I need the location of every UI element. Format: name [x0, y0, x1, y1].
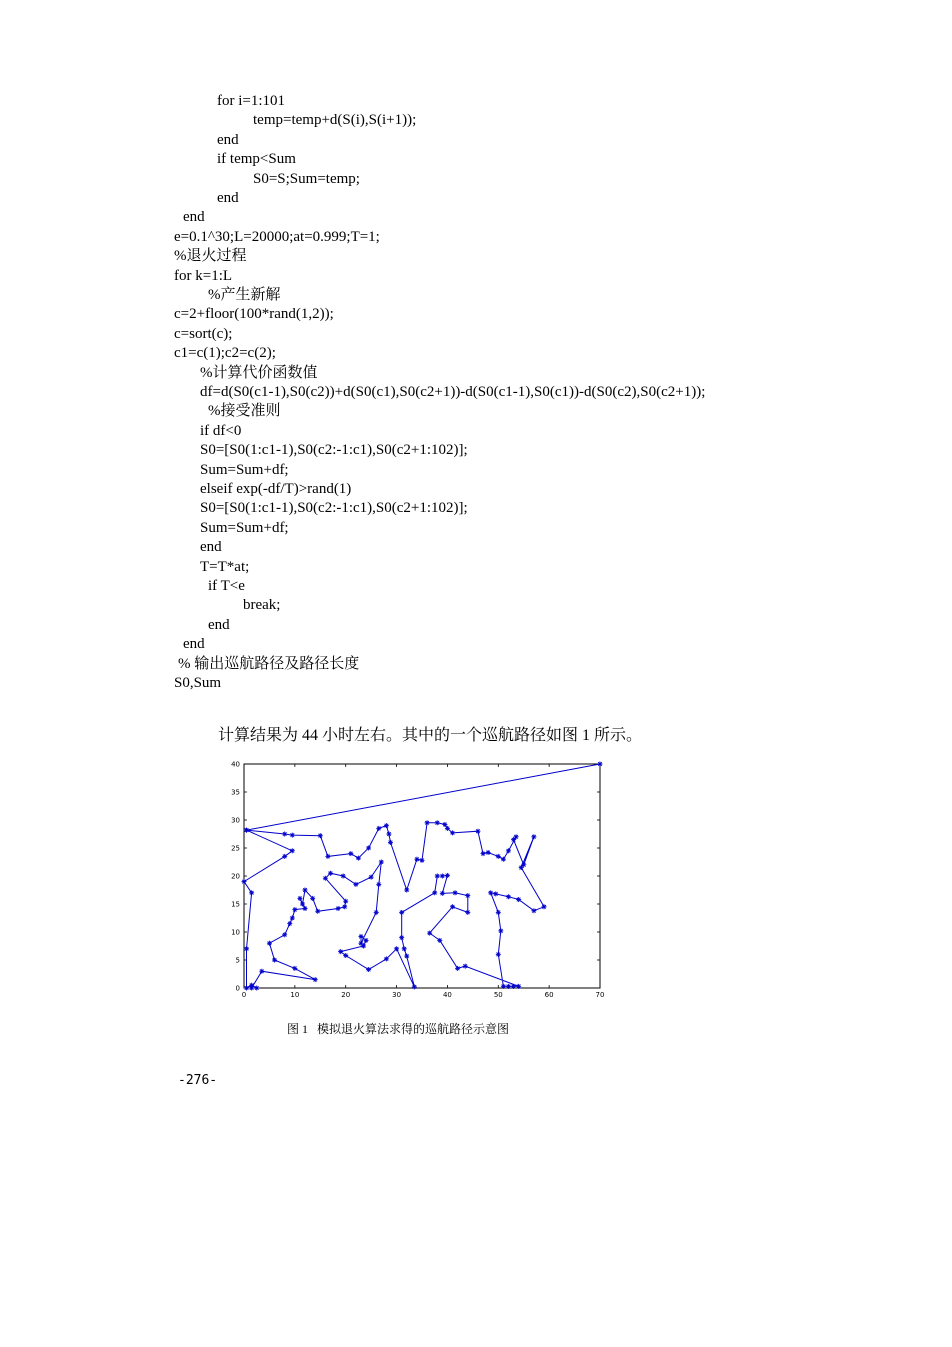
result-text: 计算结果为 44 小时左右。其中的一个巡航路径如图 1 所示。	[218, 727, 643, 744]
x-tick-label: 10	[290, 991, 300, 999]
code-line: %接受准则	[208, 403, 281, 420]
route-point	[282, 832, 287, 837]
code-line: end	[208, 616, 230, 633]
route-point	[511, 984, 516, 989]
route-point	[358, 934, 363, 939]
y-tick-label: 15	[231, 900, 240, 909]
route-point	[356, 856, 361, 861]
route-point	[254, 986, 259, 991]
route-point	[442, 822, 447, 827]
route-point	[445, 826, 450, 831]
route-point	[282, 854, 287, 859]
route-point	[506, 984, 511, 989]
code-line: end	[183, 209, 205, 226]
route-point	[315, 909, 320, 914]
route-point	[338, 949, 343, 954]
route-point	[342, 904, 347, 909]
route-point	[399, 910, 404, 915]
route-point	[511, 837, 516, 842]
route-point	[399, 935, 404, 940]
route-point	[348, 851, 353, 856]
route-point	[297, 896, 302, 901]
route-point	[455, 966, 460, 971]
route-point	[318, 833, 323, 838]
route-point	[353, 882, 358, 887]
route-point	[244, 946, 249, 951]
route-point	[292, 966, 297, 971]
code-line: T=T*at;	[200, 558, 250, 575]
route-marks	[242, 762, 603, 991]
x-tick-label: 30	[392, 991, 402, 999]
route-point	[432, 890, 437, 895]
route-point	[386, 832, 391, 837]
route-point	[501, 984, 506, 989]
code-line: c=2+floor(100*rand(1,2));	[174, 306, 334, 323]
route-point	[496, 910, 501, 915]
route-point	[366, 846, 371, 851]
route-point	[374, 910, 379, 915]
route-point	[501, 857, 506, 862]
route-point	[488, 890, 493, 895]
route-point	[506, 894, 511, 899]
code-line: %计算代价函数值	[200, 364, 318, 381]
route-point	[463, 964, 468, 969]
code-line: end	[217, 190, 239, 206]
y-tick-label: 10	[231, 928, 240, 937]
code-line: if T<e	[208, 578, 245, 594]
route-point	[244, 828, 249, 833]
route-point	[313, 977, 318, 982]
y-tick-label: 20	[231, 872, 240, 881]
code-line: for k=1:L	[174, 267, 233, 284]
route-point	[498, 928, 503, 933]
x-tick-label: 60	[544, 991, 554, 999]
route-point	[292, 907, 297, 912]
route-point	[384, 956, 389, 961]
figure-caption: 图 1 模拟退火算法求得的巡航路径示意图	[287, 1022, 510, 1036]
route-point	[486, 850, 491, 855]
route-point	[388, 840, 393, 845]
route-point	[427, 931, 432, 936]
code-line: elseif exp(-df/T)>rand(1)	[200, 481, 352, 497]
route-point	[445, 873, 450, 878]
x-tick-label: 50	[493, 991, 503, 999]
code-line: if temp<Sum	[217, 151, 296, 168]
code-line: c1=c(1);c2=c(2);	[174, 345, 276, 362]
route-point	[303, 906, 308, 911]
route-point	[404, 954, 409, 959]
route-point	[425, 820, 430, 825]
x-tick-label: 40	[442, 991, 452, 999]
route-point	[450, 904, 455, 909]
route-point	[475, 829, 480, 834]
route-point	[328, 871, 333, 876]
code-line: S0=[S0(1:c1-1),S0(c2:-1:c1),S0(c2+1:102)];	[200, 442, 468, 459]
x-tick-label: 20	[341, 991, 351, 999]
axis-ticks	[231, 761, 604, 1000]
route-point	[440, 891, 445, 896]
route-point	[435, 874, 440, 879]
route-point	[272, 958, 277, 963]
code-line: for i=1:101	[217, 93, 286, 109]
code-line: if df<0	[200, 422, 242, 439]
route-point	[366, 967, 371, 972]
code-line: break;	[243, 597, 281, 614]
code-line: % 输出巡航路径及路径长度	[178, 655, 360, 672]
route-point	[435, 820, 440, 825]
route-point	[516, 897, 521, 902]
route-point	[369, 875, 374, 880]
code-line: %退火过程	[174, 248, 247, 265]
page-number: -276-	[178, 1073, 218, 1088]
code-line: end	[217, 131, 239, 148]
code-line: S0,Sum	[174, 675, 222, 691]
y-tick-label: 5	[235, 956, 240, 965]
route-point	[290, 916, 295, 921]
route-point	[542, 904, 547, 909]
route-point	[437, 938, 442, 943]
route-point	[402, 946, 407, 951]
code-line: Sum=Sum+df;	[200, 519, 289, 536]
route-point	[506, 848, 511, 853]
route-point	[496, 854, 501, 859]
route-point	[598, 762, 603, 767]
y-tick-label: 25	[231, 844, 240, 853]
code-line: temp=temp+d(S(i),S(i+1));	[253, 112, 417, 129]
route-point	[519, 865, 524, 870]
x-tick-label: 70	[595, 991, 605, 999]
route-point	[376, 882, 381, 887]
route-point	[465, 910, 470, 915]
route-point	[404, 888, 409, 893]
route-point	[287, 921, 292, 926]
route-point	[412, 984, 417, 989]
route-point	[259, 969, 264, 974]
route-point	[440, 874, 445, 879]
route-point	[420, 858, 425, 863]
route-point	[364, 938, 369, 943]
route-point	[343, 953, 348, 958]
route-point	[323, 876, 328, 881]
route-point	[300, 902, 305, 907]
route-point	[267, 941, 272, 946]
route-point	[465, 893, 470, 898]
route-point	[379, 860, 384, 865]
route-point	[303, 888, 308, 893]
route-point	[336, 906, 341, 911]
code-line: e=0.1^30;L=20000;at=0.999;T=1;	[174, 228, 380, 245]
code-line: c=sort(c);	[174, 325, 233, 342]
route-point	[242, 879, 247, 884]
route-point	[343, 899, 348, 904]
y-tick-label: 35	[231, 788, 240, 797]
route-point	[496, 952, 501, 957]
code-line: %产生新解	[208, 287, 281, 303]
route-point	[310, 896, 315, 901]
y-tick-label: 30	[231, 816, 240, 825]
route-chart	[222, 755, 612, 1005]
route-point	[384, 823, 389, 828]
route-point	[450, 830, 455, 835]
route-point	[249, 890, 254, 895]
route-point	[376, 826, 381, 831]
route-point	[290, 848, 295, 853]
route-point	[341, 874, 346, 879]
route-point	[282, 932, 287, 937]
route-point	[249, 983, 254, 988]
code-line: S0=S;Sum=temp;	[253, 170, 360, 187]
code-line: end	[183, 636, 205, 653]
y-tick-label: 0	[235, 984, 240, 993]
route-point	[244, 986, 249, 991]
route-line	[244, 764, 600, 988]
route-point	[531, 834, 536, 839]
route-point	[414, 857, 419, 862]
route-point	[531, 908, 536, 913]
code-line: S0=[S0(1:c1-1),S0(c2:-1:c1),S0(c2+1:102)];	[200, 500, 468, 517]
route-point	[453, 890, 458, 895]
route-point	[516, 984, 521, 989]
route-point	[394, 946, 399, 951]
code-line: end	[200, 539, 222, 556]
code-line: df=d(S0(c1-1),S0(c2))+d(S0(c1),S0(c2+1))-d(S0(c1-1),S0(c1))-d(S0(c2),S0(c2+1));	[200, 384, 706, 400]
x-tick-label: 0	[241, 991, 247, 999]
route-point	[493, 891, 498, 896]
route-point	[358, 941, 363, 946]
y-tick-label: 40	[231, 760, 240, 769]
code-line: Sum=Sum+df;	[200, 461, 289, 478]
route-point	[325, 854, 330, 859]
route-point	[481, 851, 486, 856]
route-point	[290, 833, 295, 838]
